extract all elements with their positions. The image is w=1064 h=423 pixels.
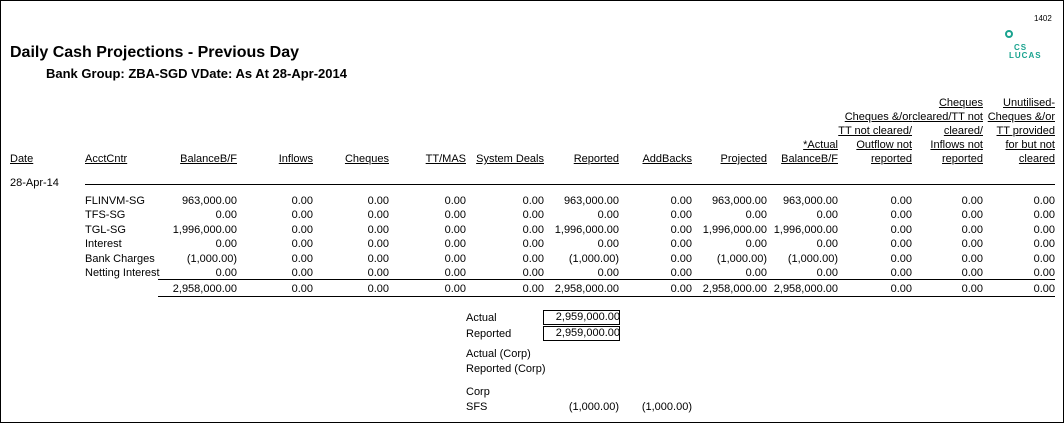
total-projected: 2,958,000.00 (702, 283, 767, 295)
cell-ttmas: 0.00 (444, 195, 466, 207)
header-inflows: Inflows (278, 153, 313, 165)
cell-inflows: 0.00 (291, 238, 313, 250)
cell-inflows: 0.00 (291, 209, 313, 221)
summary-reported-value: 2,959,000.00 (555, 327, 620, 339)
cell-ttmas: 0.00 (444, 209, 466, 221)
cell-projected: 1,996,000.00 (702, 224, 767, 236)
row-acct-label: TFS-SG (85, 209, 126, 221)
header-cheques-inflow-line2: cleared/TT not (912, 111, 983, 123)
header-cheques-outflow-line4: reported (871, 153, 912, 165)
cell-system-deals: 0.00 (522, 209, 544, 221)
cell-balancebf: (1,000.00) (186, 253, 237, 265)
header-unutilised-line2: Cheques &/or (987, 111, 1055, 123)
cell-reported: 0.00 (597, 209, 619, 221)
date-value: 28-Apr-14 (10, 177, 59, 189)
cell-reported: 963,000.00 (563, 195, 619, 207)
header-acctcntr: AcctCntr (85, 153, 128, 165)
report-subtitle: Bank Group: ZBA-SGD VDate: As At 28-Apr-2014 (46, 66, 347, 81)
cell-inflows: 0.00 (291, 267, 313, 279)
header-date: Date (10, 153, 34, 165)
cell-unutilised: 0.00 (1033, 224, 1055, 236)
cell-addbacks: 0.00 (670, 238, 692, 250)
summary-sfs-addbacks: (1,000.00) (641, 401, 692, 413)
cell-cheques-outflow: 0.00 (890, 209, 912, 221)
cell-system-deals: 0.00 (522, 195, 544, 207)
cell-actual-bf: 0.00 (816, 238, 838, 250)
cell-system-deals: 0.00 (522, 267, 544, 279)
page-number: 1402 (1034, 14, 1052, 23)
header-unutilised-line4: for but not (1005, 139, 1055, 151)
total-ttmas: 0.00 (444, 283, 466, 295)
header-projected: Projected (720, 153, 767, 165)
header-actual-bf-line2: BalanceB/F (781, 153, 838, 165)
cell-cheques-outflow: 0.00 (890, 224, 912, 236)
cell-addbacks: 0.00 (670, 267, 692, 279)
cell-actual-bf: 963,000.00 (782, 195, 838, 207)
header-cheques-inflow-line5: reported (942, 153, 983, 165)
cell-addbacks: 0.00 (670, 195, 692, 207)
cell-cheques-outflow: 0.00 (890, 195, 912, 207)
cell-actual-bf: 0.00 (816, 209, 838, 221)
total-unutilised: 0.00 (1033, 283, 1055, 295)
header-balancebf: BalanceB/F (180, 153, 237, 165)
cell-cheques-outflow: 0.00 (890, 238, 912, 250)
cell-ttmas: 0.00 (444, 238, 466, 250)
header-unutilised-line1: Unutilised- (1003, 97, 1055, 109)
summary-reported-label: Reported (466, 328, 512, 340)
cell-balancebf: 0.00 (215, 267, 237, 279)
cell-reported: 1,996,000.00 (554, 224, 619, 236)
cell-system-deals: 0.00 (522, 238, 544, 250)
row-acct-label: Bank Charges (85, 253, 155, 265)
total-balancebf: 2,958,000.00 (172, 283, 237, 295)
summary-actual-label: Actual (466, 312, 497, 324)
header-cheques-inflow-line4: Inflows not (930, 139, 983, 151)
cell-addbacks: 0.00 (670, 253, 692, 265)
header-unutilised-line5: cleared (1018, 153, 1055, 165)
cell-cheques: 0.00 (367, 224, 389, 236)
cell-cheques-inflow: 0.00 (961, 224, 983, 236)
row-acct-label: Netting Interest (85, 267, 160, 279)
summary-corp-label: Corp (466, 386, 490, 398)
header-cheques-outflow-line2: TT not cleared/ (838, 125, 912, 137)
cell-cheques-outflow: 0.00 (890, 267, 912, 279)
total-addbacks: 0.00 (670, 283, 692, 295)
cell-ttmas: 0.00 (444, 253, 466, 265)
cell-cheques: 0.00 (367, 267, 389, 279)
header-ttmas: TT/MAS (425, 153, 466, 165)
cell-cheques: 0.00 (367, 238, 389, 250)
logo-text-line2: LUCAS (1009, 51, 1042, 60)
header-rule (85, 184, 1055, 185)
cell-cheques-inflow: 0.00 (961, 238, 983, 250)
cell-unutilised: 0.00 (1033, 195, 1055, 207)
cell-projected: 0.00 (745, 209, 767, 221)
header-cheques-inflow-line3: cleared/ (943, 125, 983, 137)
row-acct-label: FLINVM-SG (85, 195, 145, 207)
logo-text-line1: CS (1014, 43, 1028, 52)
cell-balancebf: 963,000.00 (181, 195, 237, 207)
summary-sfs-label: SFS (466, 401, 488, 413)
header-cheques-outflow-line1: Cheques &/or (844, 111, 912, 123)
cell-ttmas: 0.00 (444, 224, 466, 236)
cell-system-deals: 0.00 (522, 224, 544, 236)
cell-reported: 0.00 (597, 267, 619, 279)
cell-projected: 0.00 (745, 238, 767, 250)
total-system-deals: 0.00 (522, 283, 544, 295)
cell-cheques: 0.00 (367, 195, 389, 207)
cs-lucas-logo-icon (1005, 30, 1013, 38)
totals-bottom-rule (158, 296, 1055, 297)
cell-unutilised: 0.00 (1033, 253, 1055, 265)
cell-cheques-inflow: 0.00 (961, 195, 983, 207)
total-cheques-outflow: 0.00 (890, 283, 912, 295)
report-title: Daily Cash Projections - Previous Day (10, 44, 299, 61)
cell-system-deals: 0.00 (522, 253, 544, 265)
cell-actual-bf: (1,000.00) (787, 253, 838, 265)
cell-ttmas: 0.00 (444, 267, 466, 279)
summary-actual-value: 2,959,000.00 (555, 311, 620, 323)
cell-balancebf: 1,996,000.00 (172, 224, 237, 236)
cell-reported: (1,000.00) (568, 253, 619, 265)
cell-unutilised: 0.00 (1033, 209, 1055, 221)
cell-projected: 0.00 (745, 267, 767, 279)
cell-actual-bf: 0.00 (816, 267, 838, 279)
cell-unutilised: 0.00 (1033, 238, 1055, 250)
cell-cheques-inflow: 0.00 (961, 267, 983, 279)
total-cheques-inflow: 0.00 (961, 283, 983, 295)
header-addbacks: AddBacks (642, 153, 692, 165)
summary-reported-corp-label: Reported (Corp) (466, 363, 546, 375)
cell-addbacks: 0.00 (670, 224, 692, 236)
cell-inflows: 0.00 (291, 224, 313, 236)
header-system-deals: System Deals (476, 153, 544, 165)
header-actual-bf-line1: *Actual (803, 139, 838, 151)
header-cheques: Cheques (344, 153, 389, 165)
totals-rule (158, 279, 1055, 280)
summary-sfs-reported: (1,000.00) (568, 401, 619, 413)
total-reported: 2,958,000.00 (554, 283, 619, 295)
cell-projected: (1,000.00) (716, 253, 767, 265)
summary-actual-corp-label: Actual (Corp) (466, 348, 531, 360)
cell-cheques: 0.00 (367, 209, 389, 221)
cell-unutilised: 0.00 (1033, 267, 1055, 279)
header-cheques-inflow-line1: Cheques (938, 97, 983, 109)
cell-balancebf: 0.00 (215, 238, 237, 250)
cell-cheques: 0.00 (367, 253, 389, 265)
cell-inflows: 0.00 (291, 253, 313, 265)
row-acct-label: TGL-SG (85, 224, 126, 236)
cell-reported: 0.00 (597, 238, 619, 250)
cell-actual-bf: 1,996,000.00 (773, 224, 838, 236)
cell-cheques-inflow: 0.00 (961, 253, 983, 265)
cell-projected: 963,000.00 (711, 195, 767, 207)
total-cheques: 0.00 (367, 283, 389, 295)
total-inflows: 0.00 (291, 283, 313, 295)
header-cheques-outflow-line3: Outflow not (856, 139, 912, 151)
cell-inflows: 0.00 (291, 195, 313, 207)
cell-addbacks: 0.00 (670, 209, 692, 221)
total-actual-bf: 2,958,000.00 (773, 283, 838, 295)
cell-cheques-inflow: 0.00 (961, 209, 983, 221)
row-acct-label: Interest (85, 238, 122, 250)
cell-cheques-outflow: 0.00 (890, 253, 912, 265)
cell-balancebf: 0.00 (215, 209, 237, 221)
header-reported: Reported (573, 153, 619, 165)
header-unutilised-line3: TT provided (996, 125, 1055, 137)
